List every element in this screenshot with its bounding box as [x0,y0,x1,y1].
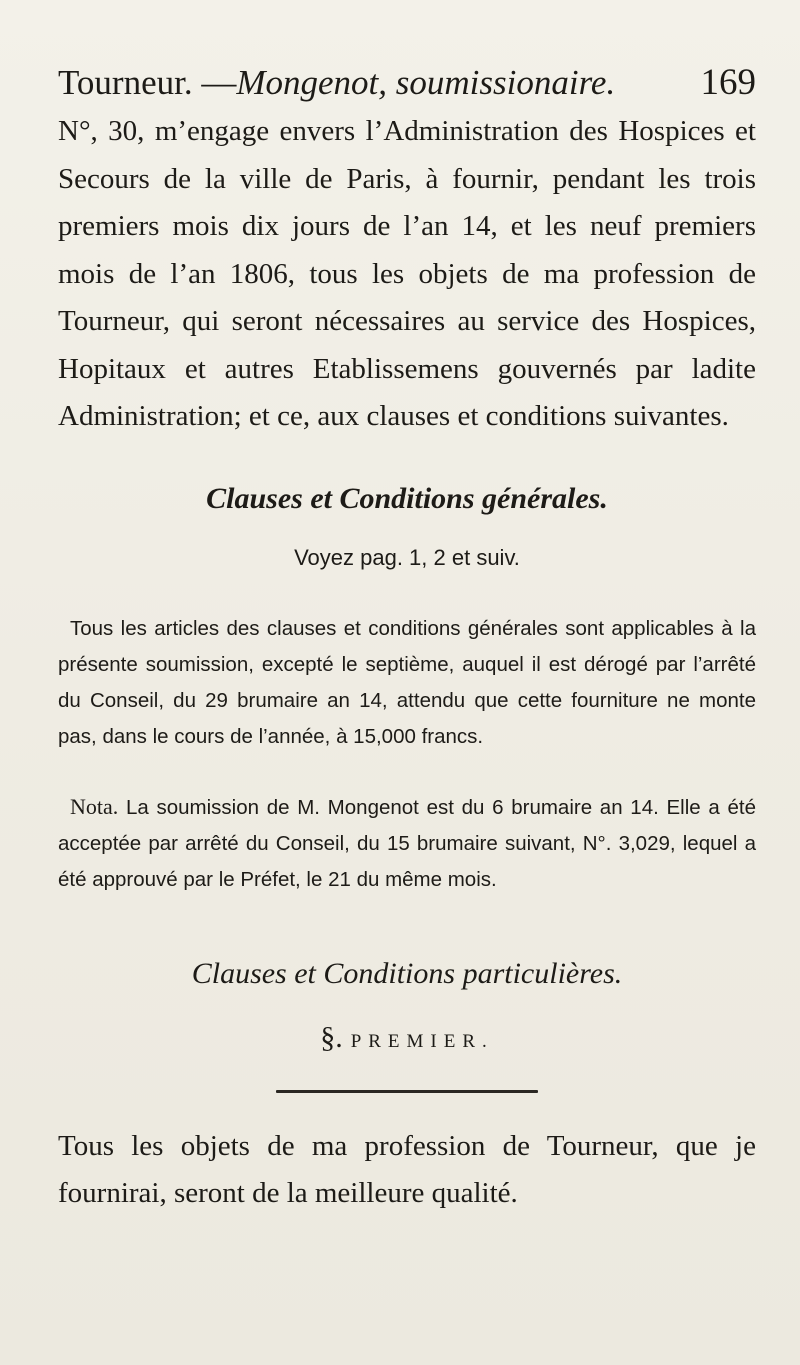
horizontal-rule [276,1090,538,1093]
page-number: 169 [700,62,756,103]
section-symbol: §. [320,1020,343,1054]
running-head-left: Tourneur. — [58,63,237,102]
opening-paragraph: N°, 30, m’engage envers l’Administration des Hospices et Secours de la ville de Paris, à fournir, pendant les trois premiers mois dix jours de l’an 14, et les neuf premiers mois de l’an 1806, tous les objets de ma profession de Tourneur, qui seront nécessaires au service des Hospices, Hopitaux et autres Etablissemens gouvernés par ladite Administration; et ce, aux clauses et conditions suivantes. [58,115,756,432]
general-conditions-heading: Clauses et Conditions générales. [206,481,608,515]
nota-label: Nota. [70,793,119,819]
section-label: PREMIER. [350,1030,494,1052]
general-conditions-paragraph: Tous les articles des clauses et conditions générales sont applicables à la présente soumission, excepté le septième, auquel il est dérogé par l’arrêté du Conseil, du 29 brumaire an 14, attendu que cette fourniture ne monte pas, dans le cours de l’année, à 15,000 francs. [58,616,756,748]
section-heading [58,1018,756,1062]
nota-paragraph [58,789,756,898]
page-reference: Voyez pag. 1, 2 et suiv. [294,544,520,570]
particular-conditions-heading: Clauses et Conditions particulières. [191,956,623,990]
running-head-italic: Mongenot, soumissionaire. [236,63,616,102]
nota-text: La soumission de M. Mongenot est du 6 brumaire an 14. Elle a été acceptée par arrêté du Conseil, du 15 brumaire suivant, N°. 3,029, lequel a été approuvé par le Préfet, le 21 du même mois. [58,795,756,891]
running-head [58,60,756,106]
final-paragraph: Tous les objets de ma profession de Tourneur, que je fournirai, seront de la meilleure qualité. [58,1129,756,1209]
